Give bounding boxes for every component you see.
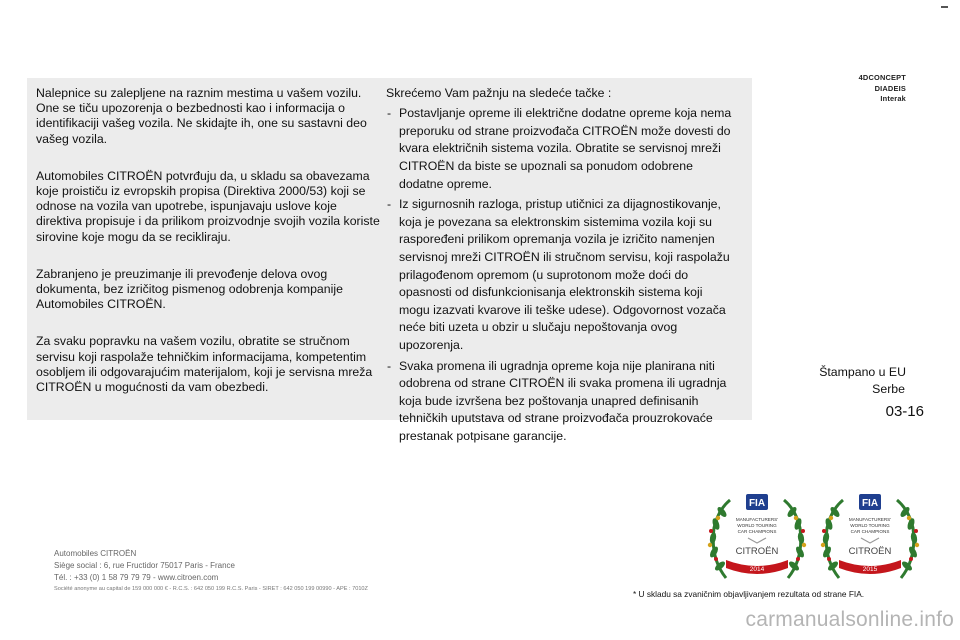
fia-logo-text: FIA [748, 498, 766, 509]
labels-paragraph: Nalepnice su zalepljene na raznim mestima u vašem vozilu. One se tiču upozorenja o bezbednosti kao i informacija o identifikaciji vašeg vozila. Ne skidajte ih, one su sastavni deo vašeg vozila. [36, 86, 367, 146]
company-contact: Tél. : +33 (0) 1 58 79 79 79 - www.citroen.com [54, 573, 219, 582]
attention-intro: Skrećemo Vam pažnju na sledeće tačke : [386, 86, 612, 100]
printed-in: Štampano u EU [819, 365, 906, 379]
copyright-paragraph: Zabranjeno je preuzimanje ili prevođenje delova ovog dokumenta, bez izričitog pismenog odobrenja kompanije Automobiles CITROËN. [36, 266, 343, 312]
language-label: Serbe [872, 382, 905, 396]
edition-code: 03-16 [885, 403, 924, 420]
company-name: Automobiles CITROËN [54, 549, 137, 558]
fia-footnote: * U skladu sa zvaničnim objavljivanjem rezultata od strane FIA. [633, 589, 865, 599]
fia-champion-badge-2015 [817, 488, 923, 588]
citroen-chevrons-icon [861, 538, 879, 543]
bullet-text: Postavljanje opreme ili električne dodatne opreme koja nema preporuku od strane proizvođača CITROËN može dovesti do kvara električnih sistema vozila. Obratite se servisnoj mreži CITROËN da biste se upoznali sa ponudom odobrene dodatne opreme. [399, 106, 732, 191]
bullet-text: Svaka promena ili ugradnja opreme koja nije planirana niti odobrena od strane CITROËN ili svaka promena ili ugradnja koja bude izvršena bez poštovanja unapred definisanih tehničkih uputstava od strane proizvođača prouzrokovaće prestanak potpisane garancije. [399, 358, 727, 443]
badge-title-line: CAR CHAMPIONS [737, 529, 777, 534]
brand-line: 4DCONCEPT [858, 73, 906, 82]
repair-paragraph: Za svaku popravku na vašem vozilu, obratite se stručnom servisu koji raspolaže tehničkim informacijama, kompetentim osobljem ili odgovarajućim materijalom, koji je servisna mreža CITROËN u mogućnosti da vam obezbedi. [36, 334, 373, 395]
badge-year: 2015 [862, 566, 878, 573]
fia-champion-badge-2014 [704, 488, 810, 588]
badge-brand: CITROËN [735, 546, 779, 557]
watermark-link[interactable]: carmanualsonline.info [745, 608, 954, 631]
company-address: Siège social : 6, rue Fructidor 75017 Paris - France [54, 561, 235, 570]
bullet-item [386, 196, 736, 354]
badge-title-line: WORLD TOURING [737, 523, 777, 528]
bullet-text: Iz sigurnosnih razloga, pristup utičnici za dijagnostikovanje, koja je povezana sa elektronskim sistemima vozila koji su raspoređeni prilikom opremanja vozila je izričito namenjen servisnoj mreži CITROËN ili stručnom servisu, koji raspolažu prilagođenom opremom (u suprotonom može doći do opasnosti od disfunkcionisanja elektronskih sistema koji mogu izazvati kvarove ili teške udese). Odgovornost vozača neće biti uzeta u obzir u slučaju nepoštovanja ovog upozorenja. [399, 197, 730, 352]
badge-title-line: WORLD TOURING [850, 523, 890, 528]
badge-title-line: MANUFACTURERS' [735, 517, 779, 522]
badge-title-line: MANUFACTURERS' [848, 517, 892, 522]
bullet-dash: - [387, 197, 392, 212]
brand-line: DIADEIS [874, 83, 906, 93]
citroen-chevrons-icon [748, 538, 766, 543]
right-column [386, 86, 736, 448]
company-footer [54, 548, 368, 594]
brand-block [859, 73, 906, 105]
badge-brand: CITROËN [848, 546, 892, 557]
badge-title-line: CAR CHAMPIONS [850, 529, 890, 534]
bullet-dash: - [387, 106, 392, 121]
bullet-dash: - [387, 358, 392, 373]
bullet-item [386, 358, 736, 446]
print-info [819, 364, 906, 398]
left-column [36, 86, 381, 424]
bullet-item [386, 105, 736, 193]
badge-year: 2014 [749, 566, 765, 573]
top-mark [941, 6, 948, 8]
company-legal: Société anonyme au capital de 159 000 000 € - R.C.S. : 642 050 199 R.C.S. Paris - SIRET : 642 050 199 00990 - APE : 7010Z [54, 586, 368, 592]
fia-logo-text: FIA [861, 498, 879, 509]
brand-line: Interak [880, 94, 906, 103]
recycling-paragraph: Automobiles CITROËN potvrđuju da, u skladu sa obavezama koje proističu iz evropskih propisa (Direktiva 2000/53) koji se odnose na vozila van upotrebe, ispunjavaju uslove koje direktiva propisuje i da prilikom proizvodnje svojih vozila koriste sirovine koje mogu da se recikliraju. [36, 168, 380, 244]
